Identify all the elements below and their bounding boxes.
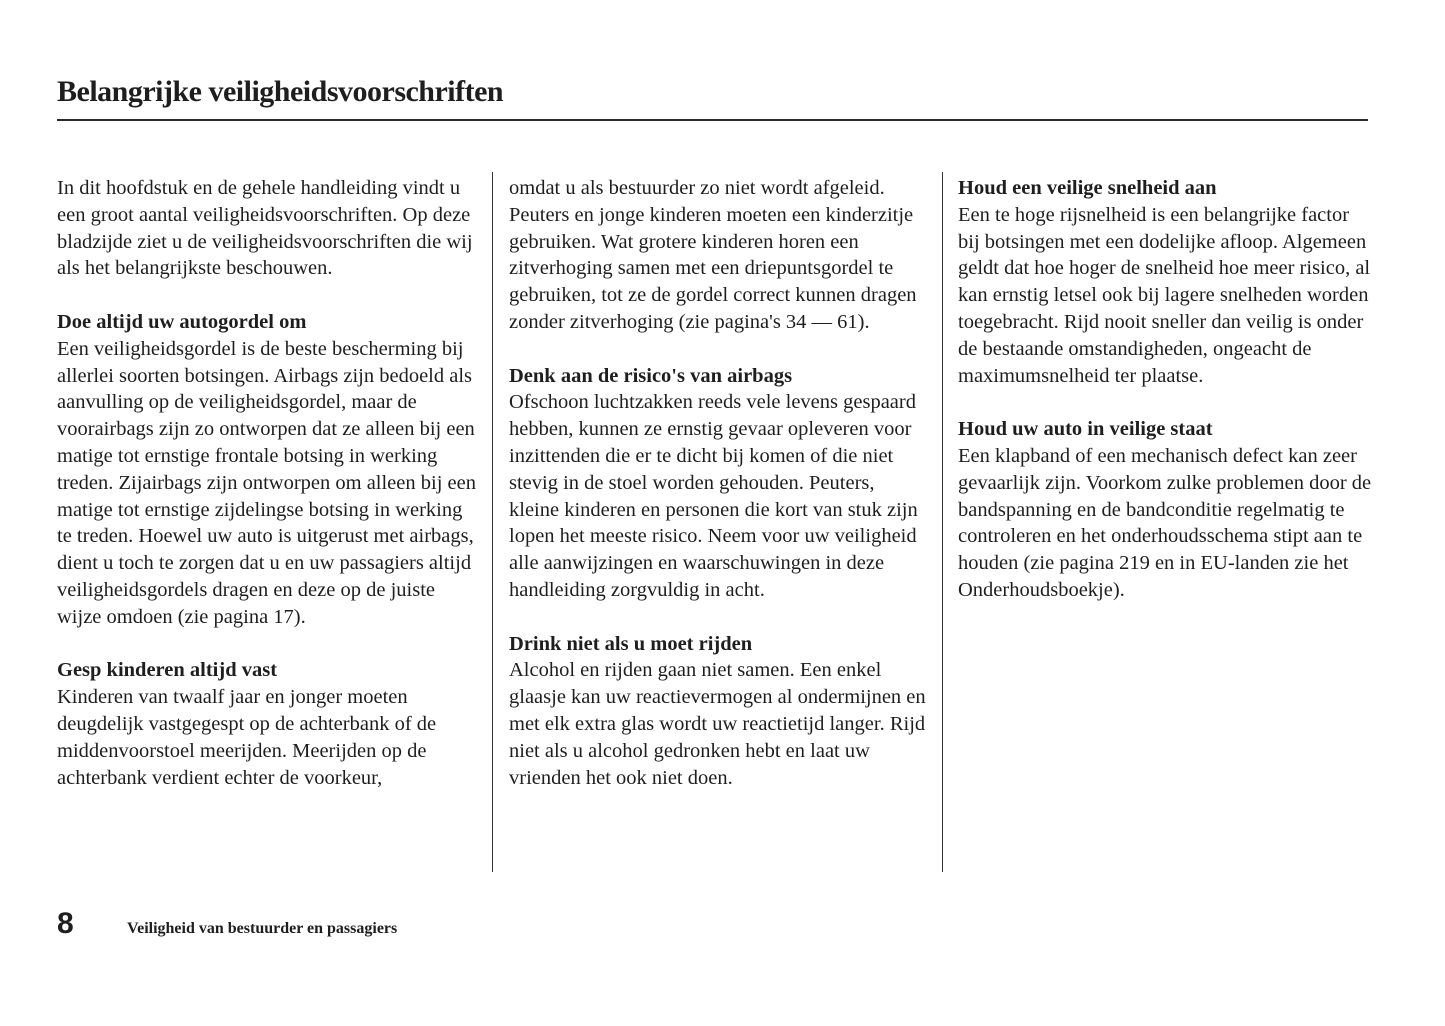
section-body-airbags: Ofschoon luchtzakken reeds vele levens gespaard hebben, kunnen ze ernstig gevaar opleveren voor inzittenden die er te dicht bij komen of die niet stevig in de stoel worden gehouden. Peuters, kleine kinderen en personen die kort van stuk zijn lopen het meeste risico. Neem voor uw veiligheid alle aanwijzingen en waarschuwingen in deze handleiding zorgvuldig in acht. [509,391,918,601]
section-heading-maintenance: Houd uw auto in veilige staat [958,418,1213,441]
section-heading-seatbelt: Doe altijd uw autogordel om [57,310,307,333]
intro-paragraph: In dit hoofdstuk en de gehele handleiding vindt u een groot aantal veiligheidsvoorschriften. Op deze bladzijde ziet u de veiligheidsvoorschriften die wij als het belangrijkste beschouwen. [57,177,473,280]
section-heading-alcohol: Drink niet als u moet rijden [509,632,753,655]
footer-section-title: Veiligheid van bestuurder en passagiers [127,920,398,937]
column-3 [958,175,1373,631]
section-body-speed: Een te hoge rijsnelheid is een belangrijke factor bij botsingen met een dodelijke afloop. Algemeen geldt dat hoe hoger de snelheid hoe meer risico, al kan ernstig letsel ook bij lagere snelheden worden toegebracht. Rijd nooit sneller dan veilig is onder de bestaande omstandigheden, ongeacht de maximumsnelheid ter plaatse. [958,203,1371,387]
section-heading-children: Gesp kinderen altijd vast [57,659,278,682]
column-2 [509,175,929,818]
column-divider-2 [942,172,943,872]
title-divider [57,119,1368,121]
page-number: 8 [57,907,74,940]
section-body-maintenance: Een klapband of een mechanisch defect kan zeer gevaarlijk zijn. Voorkom zulke problemen door de bandspanning en de bandconditie regelmatig te controleren en het onderhoudsschema stipt aan te houden (zie pagina 219 en in EU-landen zie het Onderhoudsboekje). [958,444,1372,601]
continuation-paragraph: omdat u als bestuurder zo niet wordt afgeleid. Peuters en jonge kinderen moeten een kinderzitje gebruiken. Wat grotere kinderen horen een zitverhoging samen met een driepuntsgordel te gebruiken, tot ze de gordel correct kunnen dragen zonder zitverhoging (zie pagina's 34 — 61). [509,177,917,333]
column-divider-1 [492,172,493,872]
section-body-seatbelt: Een veiligheidsgordel is de beste bescherming bij allerlei soorten botsingen. Airbags zijn bedoeld als aanvulling op de veiligheidsgordel, maar de voorairbags zijn zo ontworpen dat ze alleen bij een matige tot ernstige frontale botsing in werking treden. Zijairbags zijn ontworpen om alleen bij een matige tot ernstige zijdelingse botsing in werking te treden. Hoewel uw auto is uitgerust met airbags, dient u toch te zorgen dat u en uw passagiers altijd veiligheidsgordels dragen en deze op de juiste wijze omdoen (zie pagina 17). [57,337,476,628]
section-body-children: Kinderen van twaalf jaar en jonger moeten deugdelijk vastgegespt op de achterbank of de middenvoorstoel meerijden. Meerijden op de achterbank verdient echter de voorkeur, [57,686,437,789]
section-heading-airbags: Denk aan de risico's van airbags [509,364,793,387]
page-title: Belangrijke veiligheidsvoorschriften [57,75,504,108]
section-heading-speed: Houd een veilige snelheid aan [958,177,1217,199]
column-1 [57,175,477,818]
section-body-alcohol: Alcohol en rijden gaan niet samen. Een enkel glaasje kan uw reactievermogen al ondermijnen en met elk extra glas wordt uw reactietijd langer. Rijd niet als u alcohol gedronken hebt en laat uw vrienden het ook niet doen. [509,659,926,789]
